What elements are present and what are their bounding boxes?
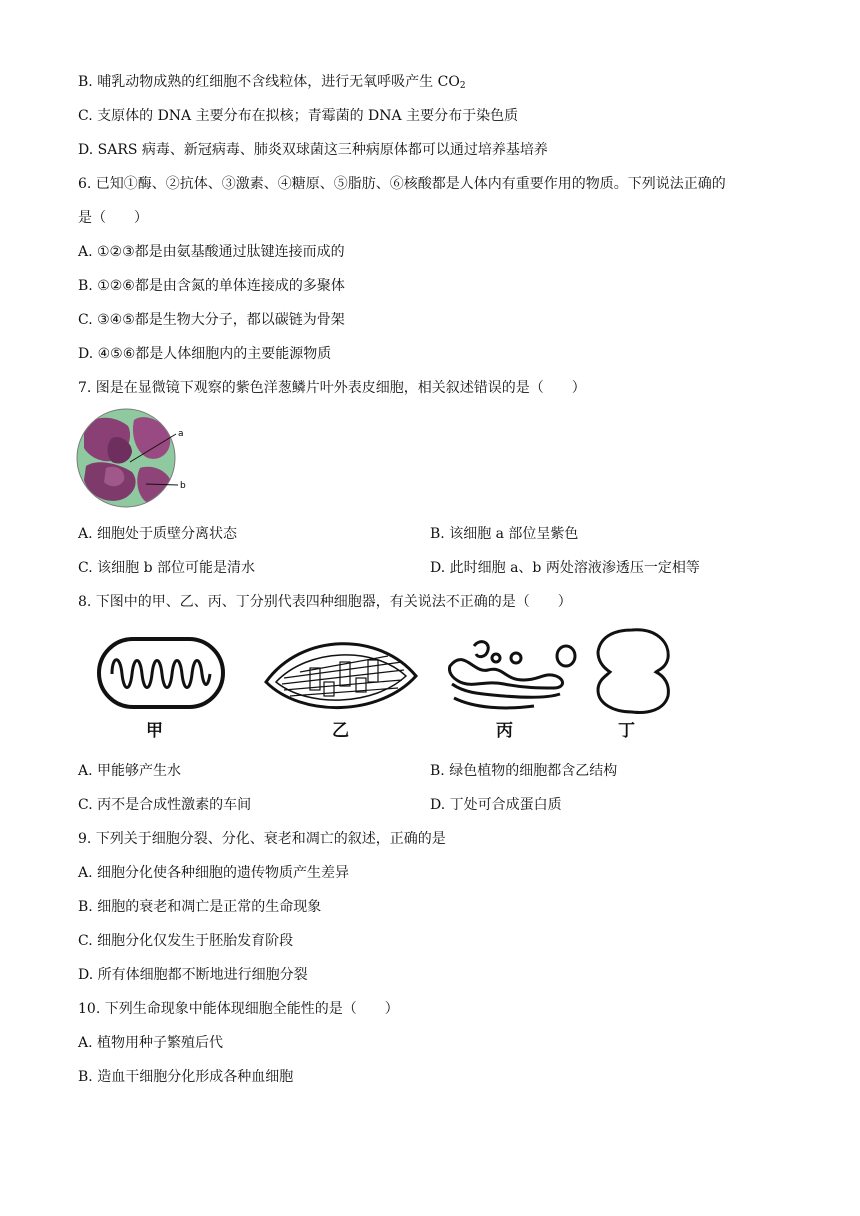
caption-yi: 乙: [332, 721, 349, 741]
q5-option-d: D. SARS 病毒、新冠病毒、肺炎双球菌这三种病原体都可以通过培养基培养: [78, 142, 548, 158]
q8-option-d: D. 丁处可合成蛋白质: [430, 797, 562, 813]
lysosome-diagram: [592, 626, 674, 716]
q8-option-a: A. 甲能够产生水: [78, 763, 182, 779]
label-b: b: [180, 481, 186, 491]
micrograph-image: [76, 408, 206, 512]
q9-option-a: A. 细胞分化使各种细胞的遗传物质产生差异: [78, 865, 350, 881]
q7-stem: 7. 图是在显微镜下观察的紫色洋葱鳞片叶外表皮细胞，相关叙述错误的是（ ）: [78, 380, 586, 396]
q10-option-b: B. 造血干细胞分化形成各种血细胞: [78, 1069, 294, 1085]
q5-option-c: C. 支原体的 DNA 主要分布在拟核；青霉菌的 DNA 主要分布于染色质: [78, 108, 519, 124]
chloroplast-diagram: [262, 632, 420, 716]
q8-option-b: B. 绿色植物的细胞都含乙结构: [430, 763, 618, 779]
q6-option-d: D. ④⑤⑥都是人体细胞内的主要能源物质: [78, 346, 332, 362]
q7-option-d: D. 此时细胞 a、b 两处溶液渗透压一定相等: [430, 560, 700, 576]
q7-option-b: B. 该细胞 a 部位呈紫色: [430, 526, 579, 542]
mitochondrion-diagram: [96, 636, 228, 712]
golgi-diagram: [444, 636, 580, 716]
q9-option-b: B. 细胞的衰老和凋亡是正常的生命现象: [78, 899, 322, 915]
q5-option-b: B. 哺乳动物成熟的红细胞不含线粒体，进行无氧呼吸产生 $CO_2$: [78, 74, 466, 91]
label-a: a: [178, 429, 184, 439]
q9-option-d: D. 所有体细胞都不断地进行细胞分裂: [78, 967, 308, 983]
q6-option-a: A. ①②③都是由氨基酸通过肽键连接而成的: [78, 244, 345, 260]
q8-stem: 8. 下图中的甲、乙、丙、丁分别代表四种细胞器，有关说法不正确的是（ ）: [78, 594, 572, 610]
q10-option-a: A. 植物用种子繁殖后代: [78, 1035, 224, 1051]
q10-stem: 10. 下列生命现象中能体现细胞全能性的是（ ）: [78, 1001, 399, 1017]
q6-option-c: C. ③④⑤都是生物大分子，都以碳链为骨架: [78, 312, 345, 328]
q7-option-a: A. 细胞处于质壁分离状态: [78, 526, 238, 542]
q6-stem-line2: 是（ ）: [78, 210, 148, 226]
caption-bing: 丙: [496, 721, 513, 741]
q8-option-c: C. 丙不是合成性激素的车间: [78, 797, 252, 813]
caption-ding: 丁: [618, 721, 635, 741]
q9-stem: 9. 下列关于细胞分裂、分化、衰老和凋亡的叙述，正确的是: [78, 831, 446, 847]
q7-option-c: C. 该细胞 b 部位可能是清水: [78, 560, 255, 576]
caption-jia: 甲: [146, 721, 163, 741]
q9-option-c: C. 细胞分化仅发生于胚胎发育阶段: [78, 933, 294, 949]
q6-stem-line1: 6. 已知①酶、②抗体、③激素、④糖原、⑤脂肪、⑥核酸都是人体内有重要作用的物质。下列说法正确的: [78, 176, 726, 192]
q6-option-b: B. ①②⑥都是由含氮的单体连接成的多聚体: [78, 278, 345, 294]
